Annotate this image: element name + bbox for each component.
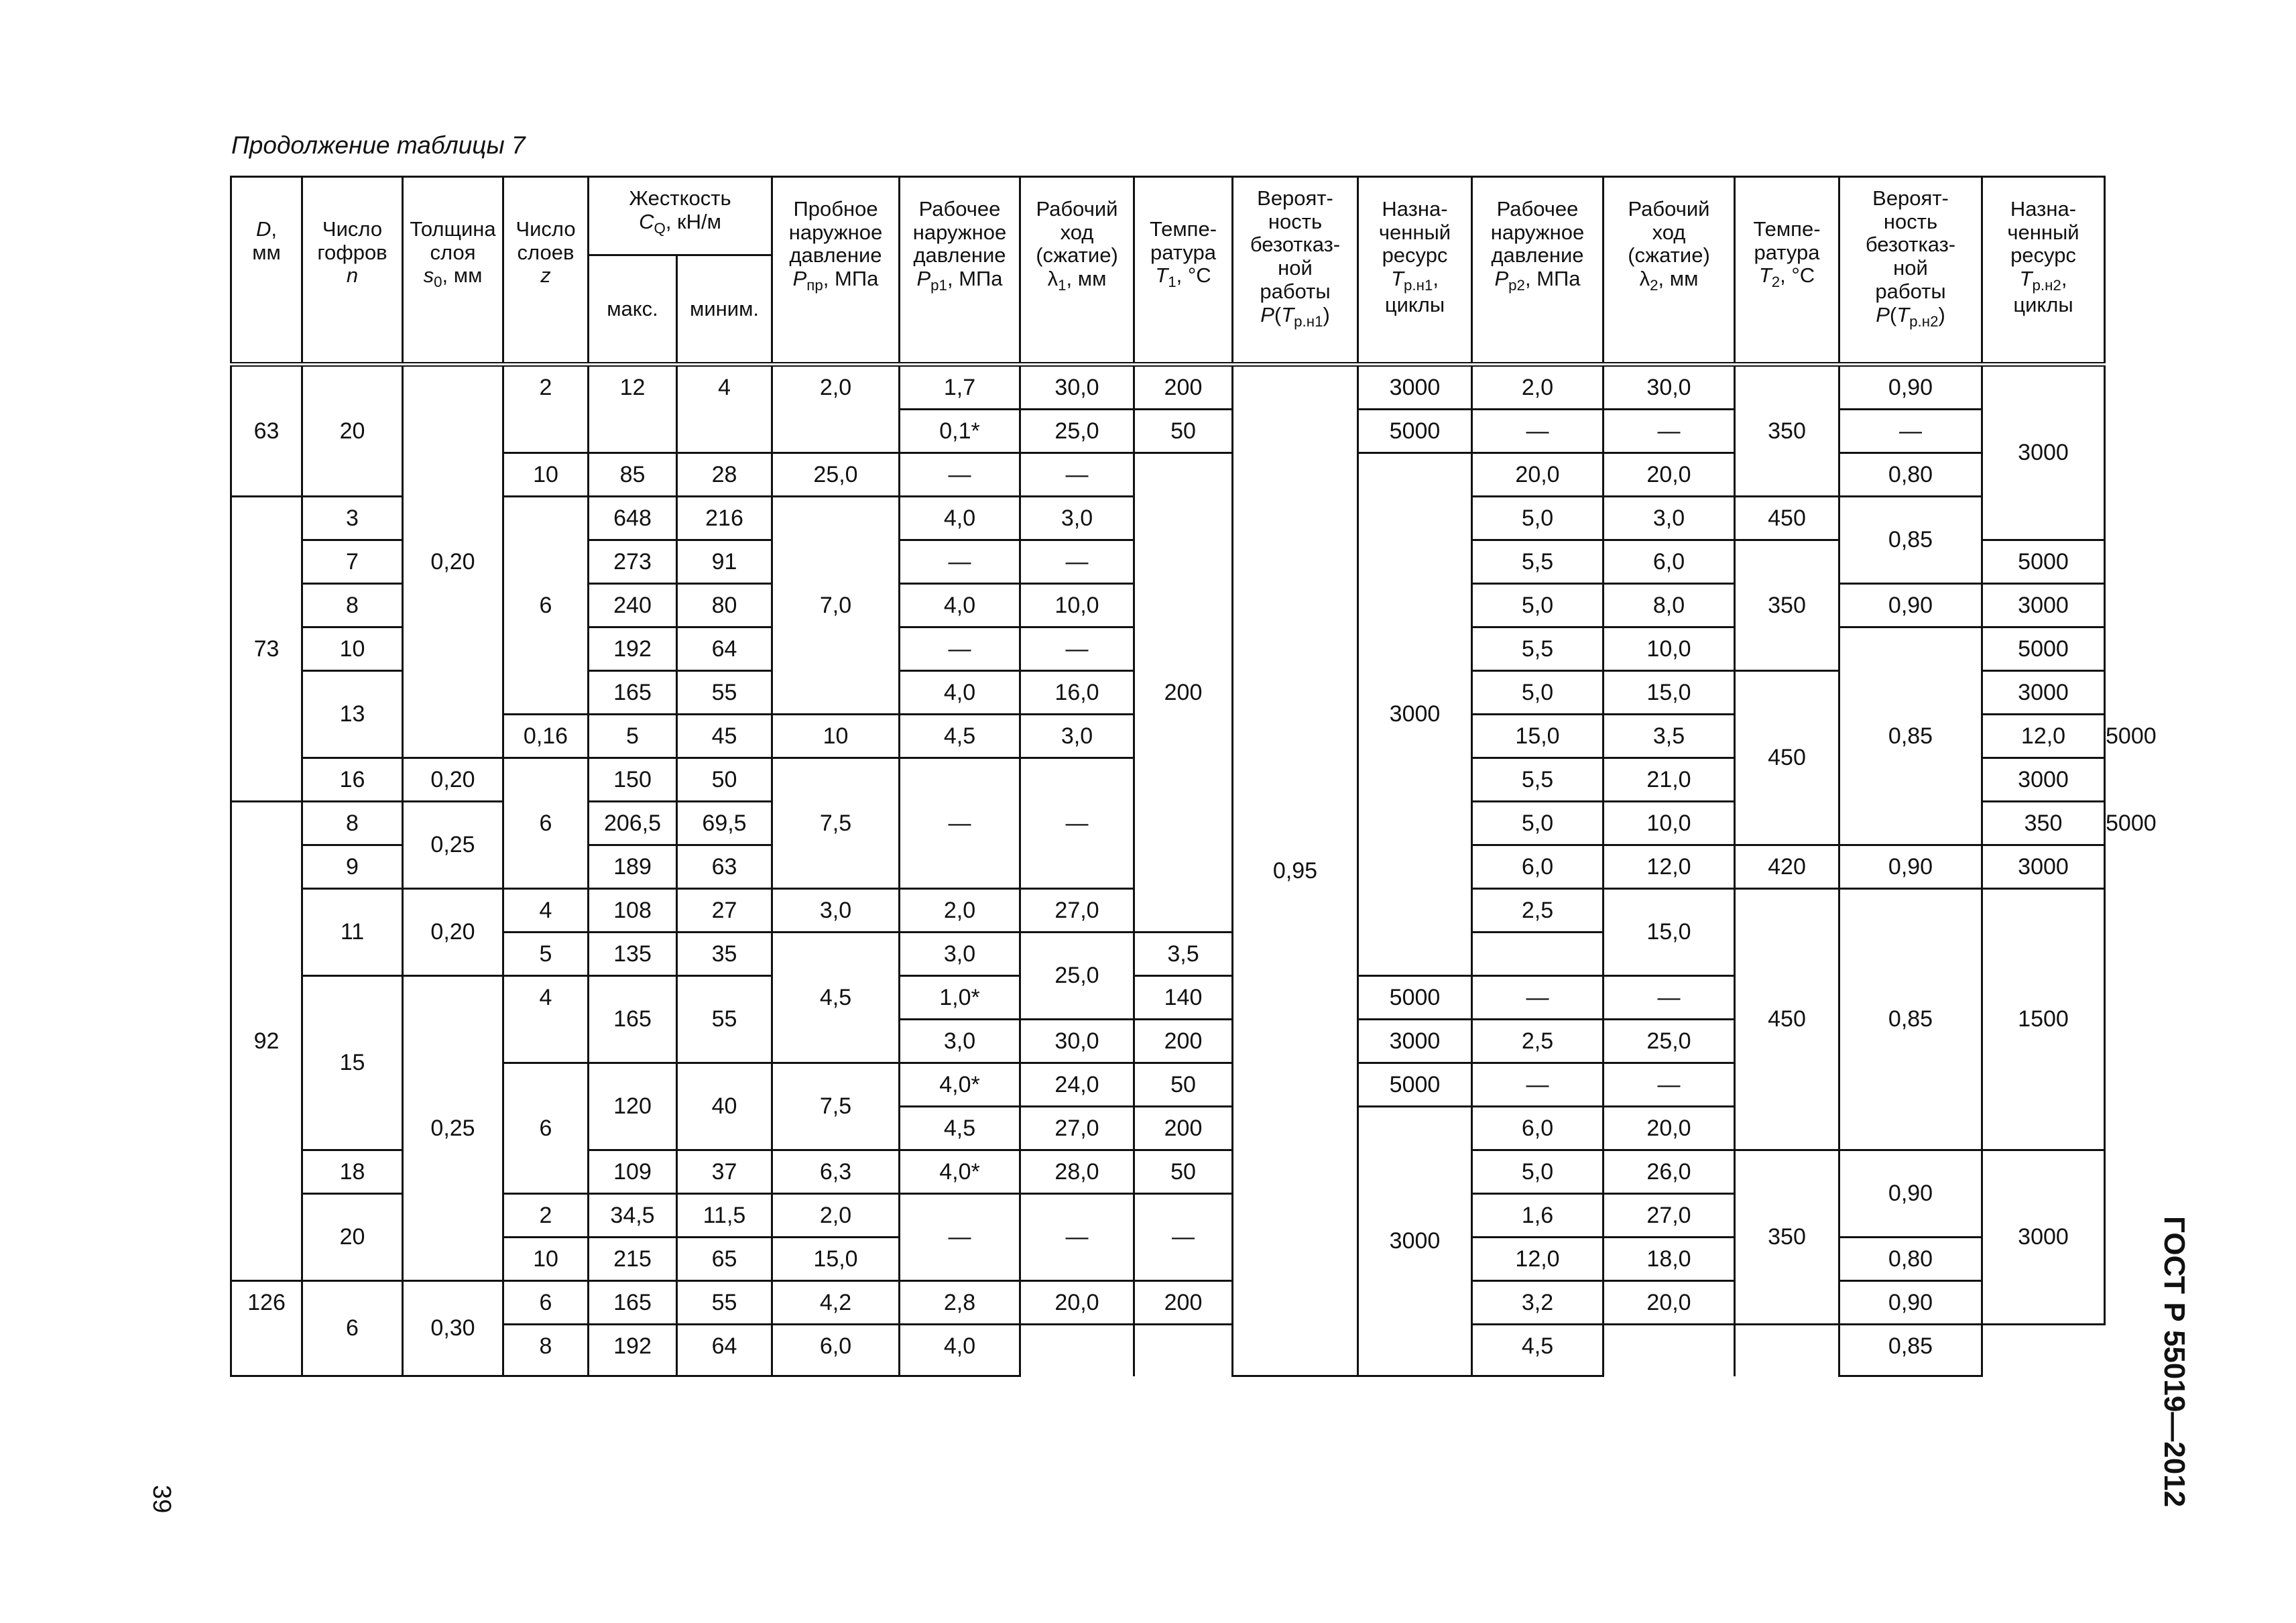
table-cell: 0,80 [1839, 1238, 1982, 1281]
table-cell: 40 [677, 1063, 772, 1150]
table-cell: 15,0 [1472, 715, 1604, 758]
table-cell: 350 [1735, 1150, 1839, 1325]
table-cell: 0,95 [1233, 365, 1358, 1376]
table-cell: 10 [302, 627, 403, 671]
table-cell: 34,5 [589, 1194, 677, 1238]
table-cell: 7,0 [772, 497, 900, 715]
header-stiffness: Жесткость $C_Q$, кН/м [589, 177, 772, 255]
table-cell: 3,5 [1604, 715, 1735, 758]
table-cell: 15 [302, 976, 403, 1150]
table-cell: 64 [677, 1325, 772, 1376]
table-cell: 11,5 [677, 1194, 772, 1238]
table-cell: 5000 [1358, 410, 1472, 453]
table-cell: 3,0 [1020, 715, 1134, 758]
table-cell: 9 [302, 845, 403, 889]
table-cell: 1,7 [900, 365, 1020, 410]
table-cell: 206,5 [589, 802, 677, 845]
table-cell: 0,85 [1839, 1325, 1982, 1376]
table-cell: 4,0* [900, 1150, 1020, 1194]
table-cell: 200 [1134, 1020, 1233, 1063]
table-cell: 3000 [1358, 1020, 1472, 1063]
header-stiffness-max: макс. [589, 255, 677, 365]
table-cell: 55 [677, 1281, 772, 1325]
table-cell: 4,0* [900, 1063, 1020, 1107]
table-cell: — [1472, 976, 1604, 1020]
table-cell: 25,0 [1020, 410, 1134, 453]
table-cell: 27,0 [1020, 1107, 1134, 1150]
table-cell: 30,0 [1604, 365, 1735, 410]
table-cell: — [1472, 1063, 1604, 1107]
table-cell: 10,0 [1604, 802, 1735, 845]
header-probability-1: Вероят- ность безотказ- ной работы $P(T_{р.н1})$ [1233, 177, 1358, 365]
table-cell: 2,0 [900, 889, 1020, 933]
table-cell: 65 [677, 1238, 772, 1281]
table-cell: 2,0 [772, 1194, 900, 1238]
table-cell: 273 [589, 540, 677, 584]
table-cell: 0,90 [1839, 1281, 1982, 1325]
table-cell: 192 [589, 1325, 677, 1376]
table-cell: 11 [302, 889, 403, 976]
table-cell: 0,90 [1839, 1150, 1982, 1238]
table-cell: 0,90 [1839, 584, 1982, 627]
table-cell: 450 [1735, 671, 1839, 845]
table-cell: 6 [503, 497, 589, 715]
header-gofr-count: Число гофров n [302, 177, 403, 365]
table-cell: 92 [231, 802, 302, 1281]
table-cell: 5 [589, 715, 677, 758]
table-cell: 1,6 [1472, 1194, 1604, 1238]
table-cell: 108 [589, 889, 677, 933]
table-cell: 6 [503, 1063, 589, 1194]
table-cell: 126 [231, 1281, 302, 1376]
table-cell: 3,0 [1020, 497, 1134, 540]
table-cell: 50 [1134, 410, 1233, 453]
table-cell: — [900, 758, 1020, 889]
specs-table [230, 176, 2157, 1377]
table-cell: 5,5 [1472, 540, 1604, 584]
table-cell: 20 [302, 365, 403, 497]
table-cell: 50 [1134, 1150, 1233, 1194]
table-cell: 8,0 [1604, 584, 1735, 627]
table-cell: 63 [677, 845, 772, 889]
table-cell: 10,0 [1604, 627, 1735, 671]
table-cell: 4,0 [900, 671, 1020, 715]
table-cell: 12,0 [1472, 1238, 1604, 1281]
table-cell: 135 [589, 933, 677, 976]
table-cell: 64 [677, 627, 772, 671]
table-cell: 4,5 [772, 933, 900, 1063]
table-cell: 3,5 [1134, 933, 1233, 976]
table-row [231, 365, 2105, 410]
table-cell: 55 [677, 976, 772, 1063]
table-cell: 12,0 [1604, 845, 1735, 889]
table-cell: — [1604, 976, 1735, 1020]
table-cell: 5000 [1982, 627, 2105, 671]
table-cell: 4 [677, 365, 772, 453]
table-cell: — [1020, 627, 1134, 671]
table-cell: 27,0 [1604, 1194, 1735, 1238]
table-cell: 7 [302, 540, 403, 584]
table-cell: 450 [1735, 497, 1839, 540]
table-cell: 4,5 [1472, 1325, 1604, 1376]
table-cell: 25,0 [1604, 1020, 1735, 1063]
table-cell: 165 [589, 1281, 677, 1325]
header-layer-count: Число слоев z [503, 177, 589, 365]
table-cell: 25,0 [772, 453, 900, 497]
table-cell: 5,5 [1472, 627, 1604, 671]
table-cell: 28 [677, 453, 772, 497]
header-probability-2: Вероят- ность безотказ- ной работы $P(T_{р.н2})$ [1839, 177, 1982, 365]
table-cell: 140 [1134, 976, 1233, 1020]
table-cell: 1,0* [900, 976, 1020, 1020]
table-cell: 6,3 [772, 1150, 900, 1194]
table-cell: 27 [677, 889, 772, 933]
table-cell: 3000 [1982, 365, 2105, 540]
table-cell: 6,0 [1472, 1107, 1604, 1150]
table-cell: — [900, 453, 1020, 497]
table-cell: 35 [677, 933, 772, 976]
table-cell: 3000 [1358, 1107, 1472, 1376]
table-cell: 3000 [1982, 845, 2105, 889]
table-cell: 3,0 [772, 889, 900, 933]
table-cell: 420 [1735, 845, 1839, 889]
table-cell: 0,20 [403, 889, 503, 976]
table-cell: 3,0 [1604, 497, 1735, 540]
table-cell: 4,0 [900, 584, 1020, 627]
header-resource-2: Назна- ченный ресурс $T_{р.н2}$, циклы [1982, 177, 2105, 365]
table-cell: 0,30 [403, 1281, 503, 1376]
table-cell: 4 [503, 976, 589, 1063]
table-cell: 5,0 [1472, 802, 1604, 845]
table-cell: 85 [589, 453, 677, 497]
table-cell: 16 [302, 758, 403, 802]
table-cell: — [1604, 410, 1735, 453]
header-temperature-1: Темпе- ратура $T_1$, °С [1134, 177, 1233, 365]
table-cell: 45 [677, 715, 772, 758]
table-cell: — [900, 540, 1020, 584]
table-cell: — [1020, 758, 1134, 889]
table-cell: 15,0 [1604, 889, 1735, 976]
table-cell: 109 [589, 1150, 677, 1194]
table-cell: 6 [503, 1281, 589, 1325]
table-cell: 2,0 [1472, 365, 1604, 410]
table-cell: 165 [589, 976, 677, 1063]
table-cell: 3000 [1358, 365, 1472, 410]
table-cell: 18,0 [1604, 1238, 1735, 1281]
table-cell: 20,0 [1472, 453, 1604, 497]
table-cell: 200 [1134, 453, 1233, 933]
table-cell: 5000 [1358, 976, 1472, 1020]
table-cell: 2,8 [900, 1281, 1020, 1325]
table-cell: 5 [503, 933, 589, 976]
table-cell: — [1472, 410, 1604, 453]
table-cell: 4,0 [900, 497, 1020, 540]
table-cell [1020, 1325, 1134, 1376]
table-cell: — [900, 627, 1020, 671]
table-cell: 2 [503, 365, 589, 453]
table-cell: 15,0 [772, 1238, 900, 1281]
table-row: 92 8 0,25 206,5 69,5 5,0 10,0 350 5000 [231, 802, 2105, 845]
table-cell: 240 [589, 584, 677, 627]
table-cell: 5,0 [1472, 1150, 1604, 1194]
table-cell: 6,0 [1604, 540, 1735, 584]
table-cell: 8 [302, 584, 403, 627]
table-cell: 350 [1735, 365, 1839, 497]
table-cell: 0,85 [1839, 889, 1982, 1150]
table-cell: 4,2 [772, 1281, 900, 1325]
header-work-stroke-2: Рабочий ход (сжатие) $\lambda_2$, мм [1604, 177, 1735, 365]
table-cell: 10,0 [1020, 584, 1134, 627]
table-cell: 25,0 [1020, 933, 1134, 1020]
table-cell: 12,0 [1982, 715, 2105, 758]
table-cell: 4,5 [900, 715, 1020, 758]
table-cell: 3000 [1982, 1150, 2105, 1325]
table-cell: 0,90 [1839, 845, 1982, 889]
table-cell: 5,0 [1472, 497, 1604, 540]
table-cell: 4,0 [900, 1325, 1020, 1376]
table-cell: 63 [231, 365, 302, 497]
table-cell: 3,0 [900, 1020, 1020, 1063]
table-cell: 3,0 [900, 933, 1020, 976]
table-caption: Продолжение таблицы 7 [231, 131, 526, 159]
table-cell: 3,2 [1472, 1281, 1604, 1325]
table-cell: 50 [677, 758, 772, 802]
table-cell: 20,0 [1604, 1281, 1735, 1325]
table-cell: 7,5 [772, 1063, 900, 1150]
header-work-pressure-2: Рабочее наружное давление $P_{р2}$, МПа [1472, 177, 1604, 365]
table-cell: 5,0 [1472, 584, 1604, 627]
header-d: D, мм [231, 177, 302, 365]
table-cell [1134, 1325, 1233, 1376]
table-cell: 0,20 [403, 365, 503, 758]
table-cell: 0,25 [403, 976, 503, 1281]
table-cell: 189 [589, 845, 677, 889]
table-cell: 20 [302, 1194, 403, 1281]
header-temperature-2: Темпе- ратура $T_2$, °С [1735, 177, 1839, 365]
table-cell: 8 [503, 1325, 589, 1376]
table-cell: 3000 [1982, 758, 2105, 802]
table-cell: 0,85 [1839, 497, 1982, 584]
table-cell: 15,0 [1604, 671, 1735, 715]
table-cell: 13 [302, 671, 403, 758]
table-cell: 21,0 [1604, 758, 1735, 802]
table-cell: 5,5 [1472, 758, 1604, 802]
table-cell: — [1020, 1194, 1134, 1281]
table-cell: — [1020, 540, 1134, 584]
header-stiffness-min: миним. [677, 255, 772, 365]
table-cell: 20,0 [1020, 1281, 1134, 1325]
table-cell: — [1839, 410, 1982, 453]
table-cell: 0,16 [503, 715, 589, 758]
table-cell: 0,85 [1839, 627, 1982, 845]
table-cell: 27,0 [1020, 889, 1134, 933]
table-cell: 1500 [1982, 889, 2105, 1150]
table-cell: 80 [677, 584, 772, 627]
table-cell: 0,1* [900, 410, 1020, 453]
table-cell: 69,5 [677, 802, 772, 845]
header-resource-1: Назна- ченный ресурс $T_{р.н1}$, циклы [1358, 177, 1472, 365]
header-work-pressure-1: Рабочее наружное давление $P_{р1}$, МПа [900, 177, 1020, 365]
table-cell: 200 [1134, 365, 1233, 410]
table-cell: 216 [677, 497, 772, 540]
table-cell: 73 [231, 497, 302, 802]
table-cell: 2,5 [1472, 1020, 1604, 1063]
table-cell: — [1134, 1194, 1233, 1281]
table-cell: 12 [589, 365, 677, 453]
table-cell: 648 [589, 497, 677, 540]
table-cell: 120 [589, 1063, 677, 1150]
table-cell: 6 [302, 1281, 403, 1376]
table-cell: 30,0 [1020, 1020, 1134, 1063]
table-cell: 6,0 [772, 1325, 900, 1376]
table-cell: 37 [677, 1150, 772, 1194]
table-cell: 0,20 [403, 758, 503, 802]
table-cell: 165 [589, 671, 677, 715]
table-cell: 200 [1134, 1107, 1233, 1150]
table-cell: 4,5 [900, 1107, 1020, 1150]
header-test-pressure: Пробное наружное давление $P_{пр}$, МПа [772, 177, 900, 365]
table-cell: 10 [772, 715, 900, 758]
table-cell: 24,0 [1020, 1063, 1134, 1107]
table-cell: 2 [503, 1194, 589, 1238]
table-cell: 150 [589, 758, 677, 802]
table-cell: 215 [589, 1238, 677, 1281]
table-cell: 28,0 [1020, 1150, 1134, 1194]
header-work-stroke-1: Рабочий ход (сжатие) $\lambda_1$, мм [1020, 177, 1134, 365]
page-number: 39 [147, 1485, 176, 1514]
table-cell: 2,0 [772, 365, 900, 453]
table-cell: 192 [589, 627, 677, 671]
table-cell: 5,0 [1472, 671, 1604, 715]
table-cell: 350 [1982, 802, 2105, 845]
table-cell: 450 [1735, 889, 1839, 1150]
table-cell: 350 [1735, 540, 1839, 671]
table-cell [1735, 1325, 1839, 1376]
table-cell: 20,0 [1604, 1107, 1735, 1150]
table-cell: 200 [1134, 1281, 1233, 1325]
table-cell: 50 [1134, 1063, 1233, 1107]
header-layer-thickness: Толщина слоя $s_0$, мм [403, 177, 503, 365]
table-cell: 0,80 [1839, 453, 1982, 497]
table-cell: 0,25 [403, 802, 503, 889]
table-cell: 10 [503, 1238, 589, 1281]
table-cell: — [1604, 1063, 1735, 1107]
table-row: 0,16 5 45 10 4,5 3,0 15,0 3,5 12,0 5000 [231, 715, 2105, 758]
table-cell: 5000 [1358, 1063, 1472, 1107]
table-cell: 4 [503, 889, 589, 933]
table-cell: 3000 [1358, 453, 1472, 976]
table-cell: — [1020, 453, 1134, 497]
table-cell: 3000 [1982, 671, 2105, 715]
table-cell [1604, 1325, 1735, 1376]
table-cell: 18 [302, 1150, 403, 1194]
table-cell: 3 [302, 497, 403, 540]
table-cell: 55 [677, 671, 772, 715]
table-cell: 6 [503, 758, 589, 889]
table-cell: 26,0 [1604, 1150, 1735, 1194]
table-cell: 16,0 [1020, 671, 1134, 715]
table-cell: 0,90 [1839, 365, 1982, 410]
table-cell: 30,0 [1020, 365, 1134, 410]
table-cell: 7,5 [772, 758, 900, 889]
table-cell: 8 [302, 802, 403, 845]
table-cell: 6,0 [1472, 845, 1604, 889]
document-code: ГОСТ Р 55019—2012 [2158, 1216, 2191, 1508]
table-cell: 10 [503, 453, 589, 497]
table-cell: 5000 [1982, 540, 2105, 584]
table-cell: 91 [677, 540, 772, 584]
table-cell: 2,5 [1472, 889, 1604, 933]
table-cell: 3000 [1982, 584, 2105, 627]
table-cell: 20,0 [1604, 453, 1735, 497]
table-cell: — [900, 1194, 1020, 1281]
